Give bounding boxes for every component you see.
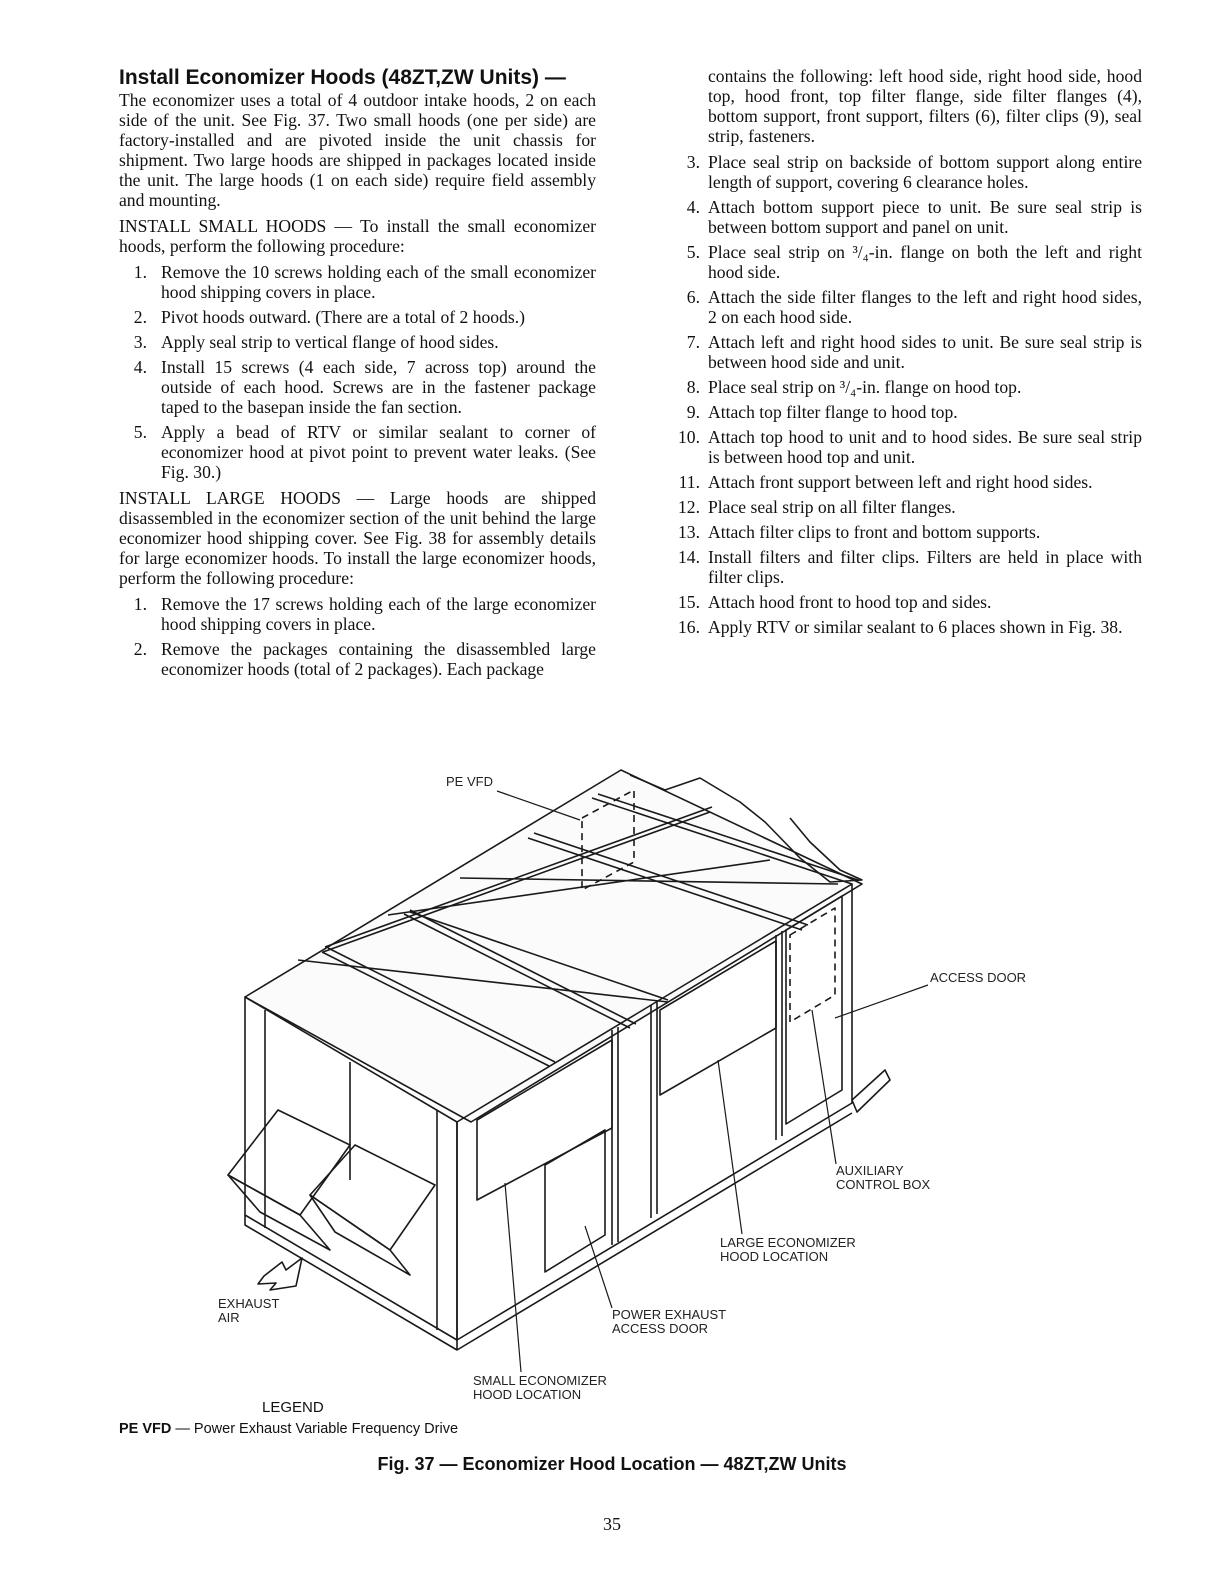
callout-small-hood-location: SMALL ECONOMIZER HOOD LOCATION xyxy=(473,1373,607,1402)
callout-power-exhaust-door: POWER EXHAUST ACCESS DOOR xyxy=(612,1307,727,1336)
unit-base xyxy=(245,1113,852,1350)
list-item: 8. Place seal strip on ³/₄-in. flange on hood top. xyxy=(686,377,1022,397)
callout-exhaust-air: EXHAUST AIR xyxy=(218,1296,280,1325)
small-hood-leader xyxy=(505,1183,521,1372)
legend-entry xyxy=(119,1421,458,1437)
exhaust-arrow xyxy=(258,1258,302,1290)
callout-auxiliary-control-box: AUXILIARY CONTROL BOX xyxy=(836,1163,931,1192)
list-item: 3. Apply seal strip to vertical flange of hood sides. xyxy=(133,332,499,352)
access-door-panel xyxy=(786,896,842,1124)
legend-abbreviation: PE VFD xyxy=(119,1421,172,1437)
list-item: 3. Place seal strip on backside of bottom support along entire length of support, covering 6 clearance holes. xyxy=(686,152,1142,192)
callout-large-hood-location: LARGE ECONOMIZER HOOD LOCATION xyxy=(720,1235,856,1264)
page-number: 35 xyxy=(603,1514,621,1534)
list-item: 5. Apply a bead of RTV or similar sealant to corner of economizer hood at pivot point to prevent water leaks. (See Fig. 30.) xyxy=(133,422,596,482)
intro-paragraph: The economizer uses a total of 4 outdoor intake hoods, 2 on each side of the unit. See Fig. 37. Two small hoods (one per side) are factory-installed and are pivoted inside the unit chassis for shipment. Two large hoods are shipped in packages located inside the unit. The large hoods (1 on each side) require field assembly and mounting. xyxy=(119,90,596,210)
power-exhaust-door xyxy=(545,1130,605,1272)
large-hood-leader xyxy=(718,1060,742,1234)
figure-caption: Fig. 37 — Economizer Hood Location — 48ZT,ZW Units xyxy=(377,1454,847,1474)
list-item: 1. Remove the 10 screws holding each of the small economizer hood shipping covers in place. xyxy=(133,262,596,302)
access-door-leader xyxy=(835,985,928,1018)
callout-pe-vfd: PE VFD xyxy=(446,774,493,789)
legend-title: LEGEND xyxy=(262,1399,324,1416)
side-panel-divider xyxy=(651,1001,657,1218)
list-item: 5. Place seal strip on ³/₄-in. flange on both the left and right hood side. xyxy=(686,242,1142,282)
unit-base-rail xyxy=(852,1070,890,1112)
list-item: 12. Place seal strip on all filter flanges. xyxy=(678,497,956,517)
package-contents: contains the following: left hood side, right hood side, hood top, hood front, top filter flange, side filter flanges (4), bottom support, front support, filters (6), filter clips (9), seal strip, fasteners. xyxy=(708,66,1142,146)
callout-access-door: ACCESS DOOR xyxy=(930,970,1027,985)
list-item: 16. Apply RTV or similar sealant to 6 places shown in Fig. 38. xyxy=(678,617,1123,637)
small-hood-right xyxy=(310,1145,435,1250)
list-item: 2. Pivot hoods outward. (There are a total of 2 hoods.) xyxy=(133,307,526,327)
small-hoods-intro: INSTALL SMALL HOODS — To install the small economizer hoods, perform the following procedure: xyxy=(119,216,596,256)
legend-definition: — Power Exhaust Variable Frequency Drive xyxy=(171,1421,459,1437)
side-panel-divider xyxy=(776,931,782,1140)
large-hoods-intro: INSTALL LARGE HOODS — Large hoods are shipped disassembled in the economizer section of the unit behind the large economizer hood shipping cover. See Fig. 38 for assembly details for large economizer hoods. To install the large economizer hoods, perform the following procedure: xyxy=(119,488,596,588)
small-hood-left-front xyxy=(228,1175,330,1250)
list-item: 14. Install filters and filter clips. Filters are held in place with filter clips. xyxy=(678,547,1142,587)
list-item: 15. Attach hood front to hood top and sides. xyxy=(678,592,992,612)
list-item: 6. Attach the side filter flanges to the left and right hood sides, 2 on each hood side. xyxy=(686,287,1142,327)
list-item: 7. Attach left and right hood sides to unit. Be sure seal strip is between hood side and unit. xyxy=(686,332,1142,372)
list-item: 9. Attach top filter flange to hood top. xyxy=(686,402,958,422)
list-item: 2. Remove the packages containing the disassembled large economizer hoods (total of 2 packages). Each package xyxy=(133,639,596,679)
auxiliary-control-box xyxy=(790,908,835,1022)
side-panel-divider xyxy=(612,1027,618,1245)
list-item: 10. Attach top hood to unit and to hood sides. Be sure seal strip is between hood top and unit. xyxy=(678,427,1142,467)
list-item: 4. Install 15 screws (4 each side, 7 across top) around the outside of each hood. Screws are in the fastener package taped to the basepan inside the fan section. xyxy=(133,357,596,417)
list-item: 13. Attach filter clips to front and bottom supports. xyxy=(678,522,1041,542)
list-item: 11. Attach front support between left and right hood sides. xyxy=(678,472,1093,492)
section-heading: Install Economizer Hoods (48ZT,ZW Units) — xyxy=(119,66,566,89)
list-item: 1. Remove the 17 screws holding each of the large economizer hood shipping covers in place. xyxy=(133,594,596,634)
auxiliary-leader xyxy=(812,1010,836,1164)
list-item: 4. Attach bottom support piece to unit. Be sure seal strip is between bottom support and panel on unit. xyxy=(686,197,1142,237)
small-hood-left xyxy=(228,1110,350,1215)
